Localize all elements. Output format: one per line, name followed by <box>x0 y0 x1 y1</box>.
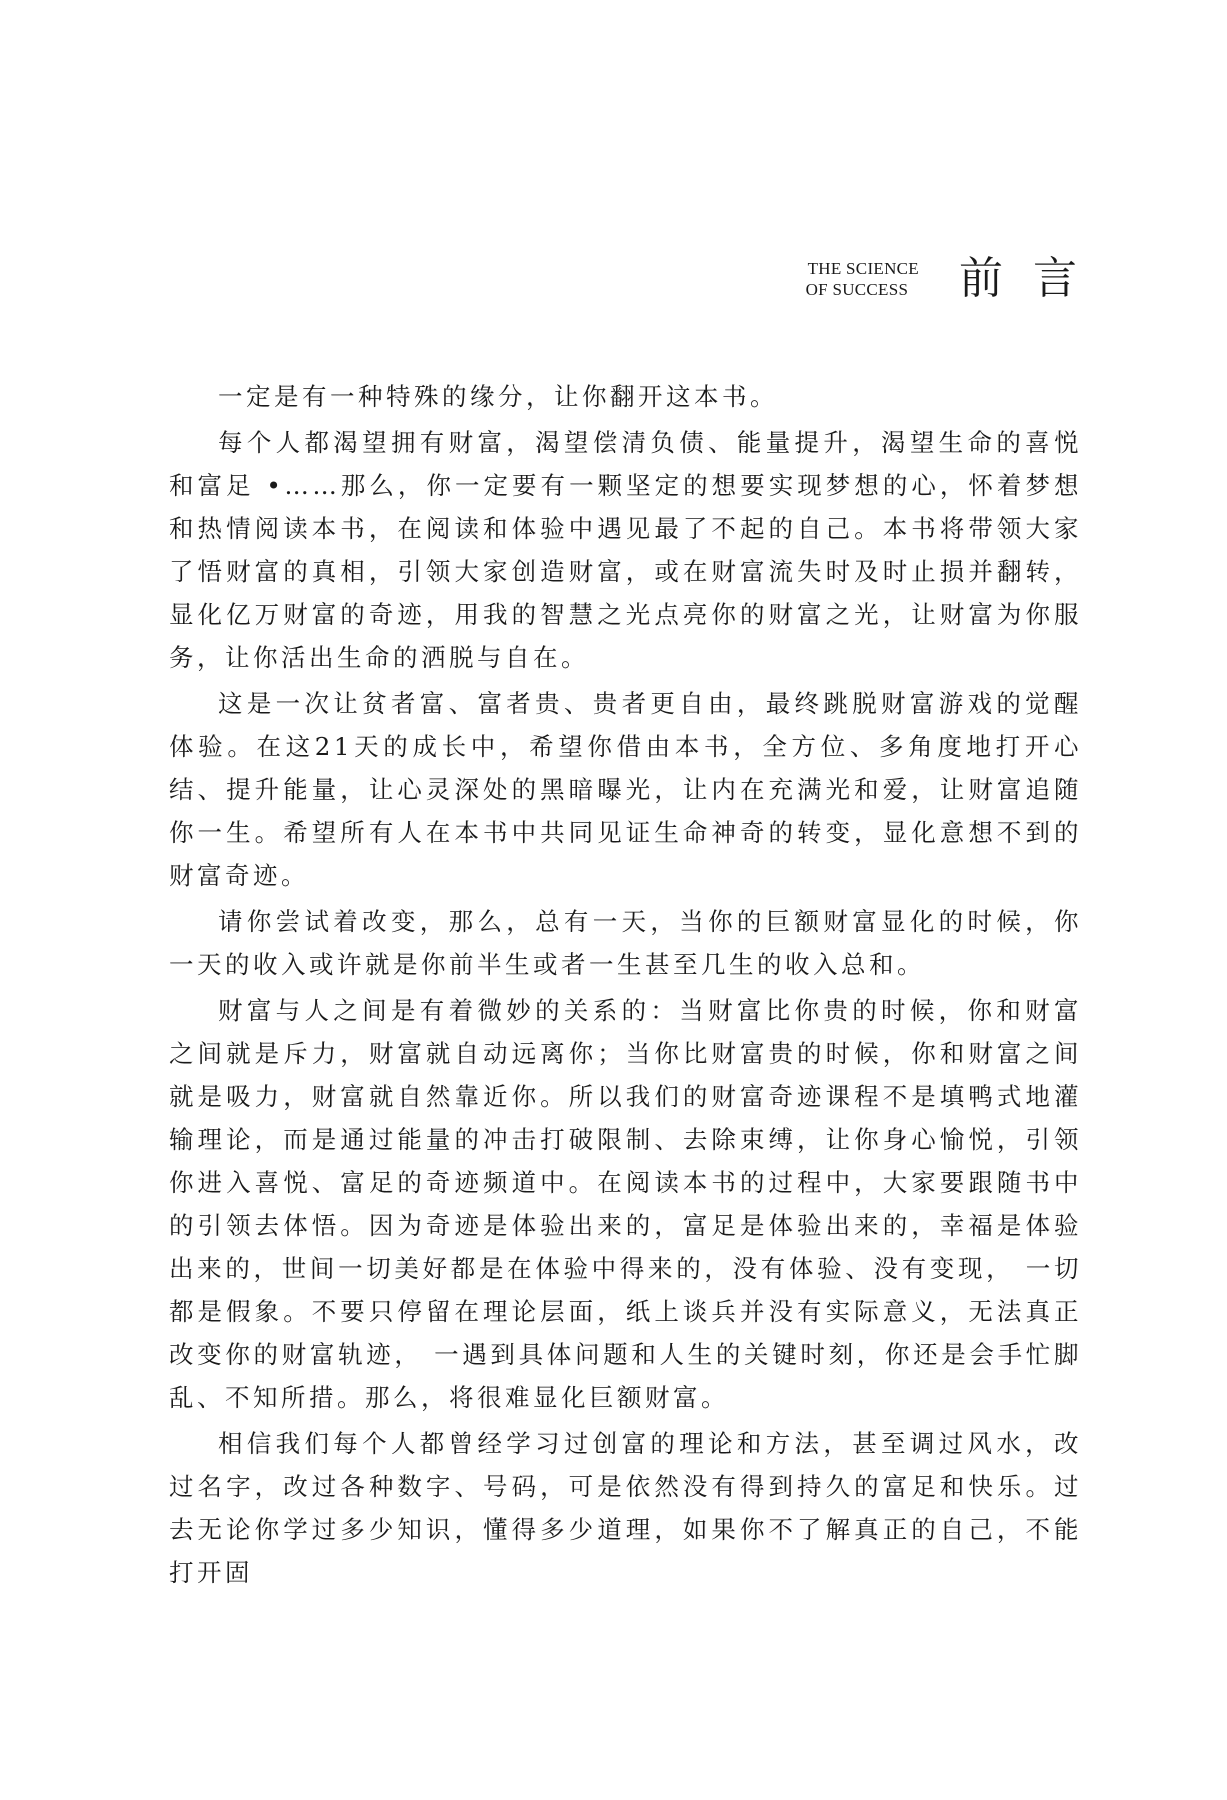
paragraph: 这是一次让贫者富、富者贵、贵者更自由，最终跳脱财富游戏的觉醒体验。在这21天的成长中，希望你借由本书，全方位、多角度地打开心结、提升能量，让心灵深处的黑暗曝光，让内在充满光和爱，让财富追随你一生。希望所有人在本书中共同见证生命神奇的转变，显化意想不到的财富奇迹。 <box>169 689 1082 890</box>
body-text <box>169 375 1082 1597</box>
paragraph: 每个人都渴望拥有财富，渴望偿清负债、能量提升，渴望生命的喜悦和富足 •……那么，你一定要有一颗坚定的想要实现梦想的心，怀着梦想和热情阅读本书，在阅读和体验中遇见最了不起的自己。本书将带领大家了悟财富的真相，引领大家创造财富，或在财富流失时及时止损并翻转，显化亿万财富的奇迹，用我的智慧之光点亮你的财富之光，让财富为你服务，让你活出生命的洒脱与自在。 <box>169 428 1082 672</box>
paragraph: 财富与人之间是有着微妙的关系的：当财富比你贵的时候，你和财富之间就是斥力，财富就自动远离你；当你比财富贵的时候，你和财富之间就是吸力，财富就自然靠近你。所以我们的财富奇迹课程不是填鸭式地灌输理论，而是通过能量的冲击打破限制、去除束缚，让你身心愉悦，引领你进入喜悦、富足的奇迹频道中。在阅读本书的过程中，大家要跟随书中的引领去体悟。因为奇迹是体验出来的，富足是体验出来的，幸福是体验出来的，世间一切美好都是在体验中得来的，没有体验、没有变现， 一切都是假象。不要只停留在理论层面，纸上谈兵并没有实际意义，无法真正改变你的财富轨迹， 一遇到具体问题和人生的关键时刻，你还是会手忙脚乱、不知所措。那么，将很难显化巨额财富。 <box>169 996 1082 1412</box>
series-title <box>806 258 919 300</box>
series-title-line1: THE SCIENCE <box>807 259 919 278</box>
series-title-line2: OF SUCCESS <box>805 280 909 299</box>
chapter-title: 前言 <box>959 253 1107 304</box>
paragraph: 一定是有一种特殊的缘分，让你翻开这本书。 <box>218 382 778 411</box>
paragraph: 相信我们每个人都曾经学习过创富的理论和方法，甚至调过风水，改过名字，改过各种数字、号码，可是依然没有得到持久的富足和快乐。过去无论你学过多少知识，懂得多少道理，如果你不了解真正的自己，不能打开固 <box>169 1429 1082 1587</box>
chapter-header <box>805 253 1107 304</box>
paragraph: 请你尝试着改变，那么，总有一天，当你的巨额财富显化的时候，你一天的收入或许就是你前半生或者一生甚至几生的收入总和。 <box>169 907 1082 979</box>
